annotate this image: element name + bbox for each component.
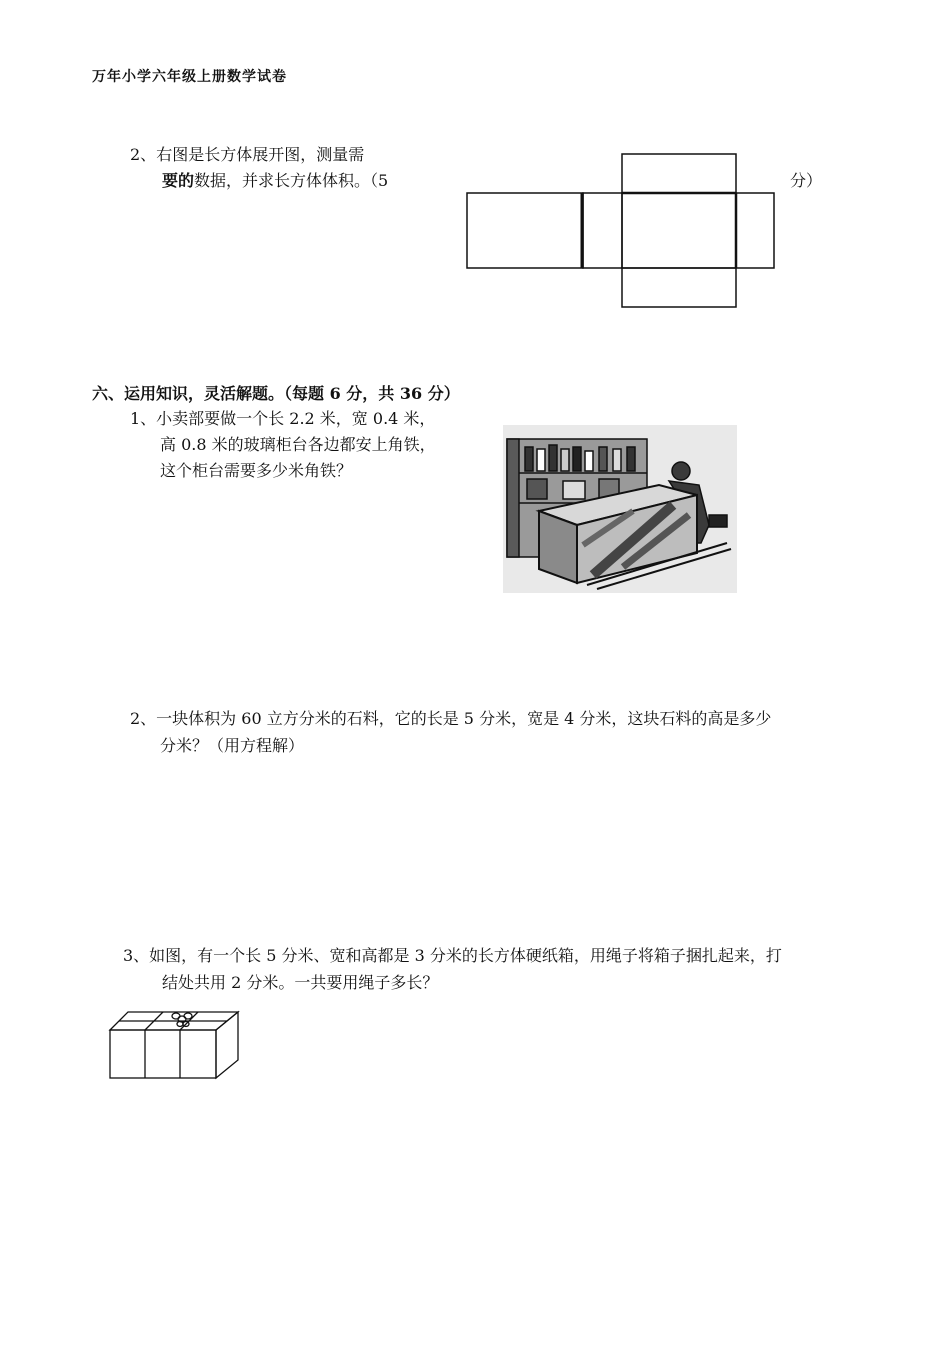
- cuboid-net-diagram: [460, 148, 780, 314]
- q3-line2: 结处共用 2 分米。一共要用绳子多长？: [162, 973, 439, 992]
- section6-score-note: （每题 6 分，共 36 分）: [284, 384, 460, 403]
- net-face-side-right: [736, 193, 774, 268]
- section6-title: 六、运用知识，灵活解题。: [92, 384, 285, 403]
- counter-illustration: [503, 425, 737, 593]
- tied-box-diagram: [104, 1004, 246, 1084]
- q1-line2: 高 0.8 米的玻璃柜台各边都安上角铁，: [160, 435, 436, 454]
- net-question-score: 分）: [790, 171, 823, 190]
- net-face-center: [622, 193, 736, 268]
- section6-heading: [92, 381, 460, 404]
- net-question-text2: 数据，并求长方体体积。（5: [194, 171, 389, 190]
- q1-line3: 这个柜台需要多少米角铁？: [160, 461, 353, 480]
- box-front: [110, 1030, 216, 1078]
- net-question-line1: [130, 142, 364, 168]
- net-question-text1: 右图是长方体展开图，测量需: [156, 145, 365, 164]
- exam-header: 万年小学六年级上册数学试卷: [92, 69, 287, 85]
- net-face-top: [622, 154, 736, 193]
- net-question-number: 2、: [130, 145, 157, 164]
- q3-line1: 3、如图，有一个长 5 分米、宽和高都是 3 分米的长方体硬纸箱，用绳子将箱子捆扎起来，打: [123, 946, 782, 965]
- net-question-bold: 要的: [162, 171, 195, 190]
- net-face-side-left: [583, 193, 622, 268]
- box-side: [216, 1012, 238, 1078]
- net-face-left: [467, 193, 583, 268]
- net-face-bottom: [622, 268, 736, 307]
- q1-line1: 1、小卖部要做一个长 2.2 米，宽 0.4 米，: [130, 409, 436, 428]
- q2-line1: 2、一块体积为 60 立方分米的石料，它的长是 5 分米，宽是 4 分米，这块石料的高是多少: [130, 709, 772, 728]
- net-question-line2: [162, 168, 388, 194]
- q2-line2: 分米？（用方程解）: [160, 736, 305, 755]
